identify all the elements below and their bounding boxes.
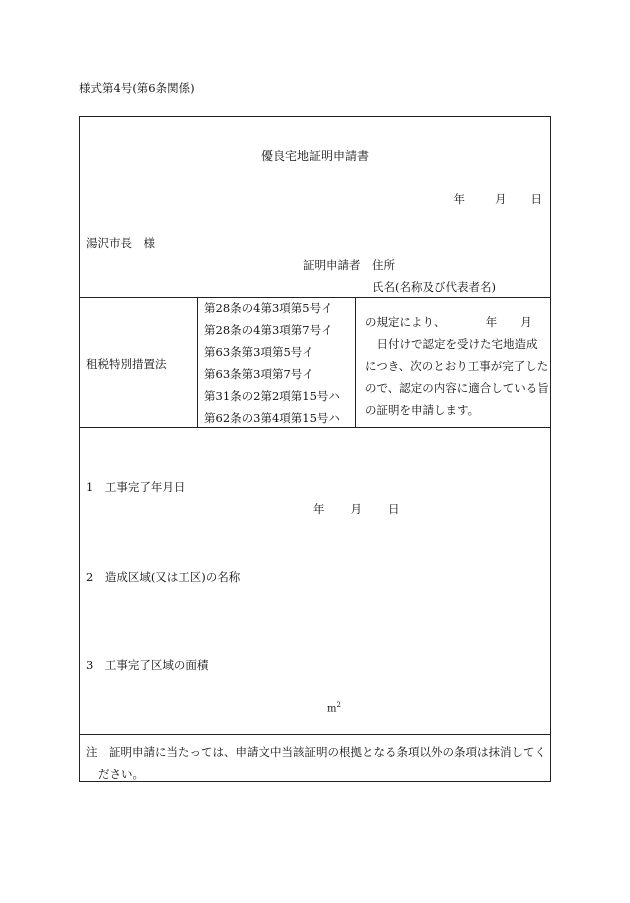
notice-line: につき、次のとおり工事が完了した [365,359,549,373]
date-year: 年 [313,502,325,516]
date-year: 年 [453,192,465,206]
divider [197,297,198,427]
applicant-name-label: 氏名(名称及び代表者名) [372,280,496,294]
addressee: 湯沢市長 様 [86,236,155,250]
date-day: 日 [530,192,542,206]
completion-date [313,501,400,517]
completion-date-label: 1 工事完了年月日 [86,480,186,494]
law-clause: 第28条の4第3項第5号イ [204,301,333,315]
date-month: 月 [495,192,507,206]
date-day: 日 [388,502,400,516]
law-name: 租税特別措置法 [86,357,167,371]
applicant-address-label: 証明申請者 住所 [303,258,395,272]
notice-line: の規定により、 年 月 [365,315,532,329]
date-month: 月 [350,502,362,516]
divider [80,427,550,428]
area-name-label: 2 造成区域(又は工区)の名称 [86,570,241,584]
law-clause: 第62条の3第4項第15号ハ [204,411,340,425]
law-clause: 第28条の4第3項第7号イ [204,323,333,337]
divider [355,297,356,427]
application-date [454,191,543,207]
application-form-frame [79,116,551,782]
note-line: 注 証明申請に当たっては、申請文中当該証明の根拠となる条項以外の条項は抹消してく [86,745,546,759]
form-number-label: 様式第4号(第6条関係) [79,81,195,95]
notice-line: の証明を申請します。 [365,403,480,417]
law-clause: 第63条第3項第7号イ [204,367,314,381]
law-clause: 第31条の2第2項第15号ハ [204,389,340,403]
divider [80,297,550,298]
area-size-label: 3 工事完了区域の面積 [86,658,209,672]
document-title: 優良宅地証明申請書 [260,149,369,163]
law-clause: 第63条第3項第5号イ [204,345,314,359]
note-line: ださい。 [98,767,144,781]
notice-line: 日付けで認定を受けた宅地造成 [365,337,538,351]
notice-line: ので、認定の内容に適合している旨 [365,381,549,395]
area-unit: $m^2$ [327,701,341,715]
divider [80,734,550,735]
